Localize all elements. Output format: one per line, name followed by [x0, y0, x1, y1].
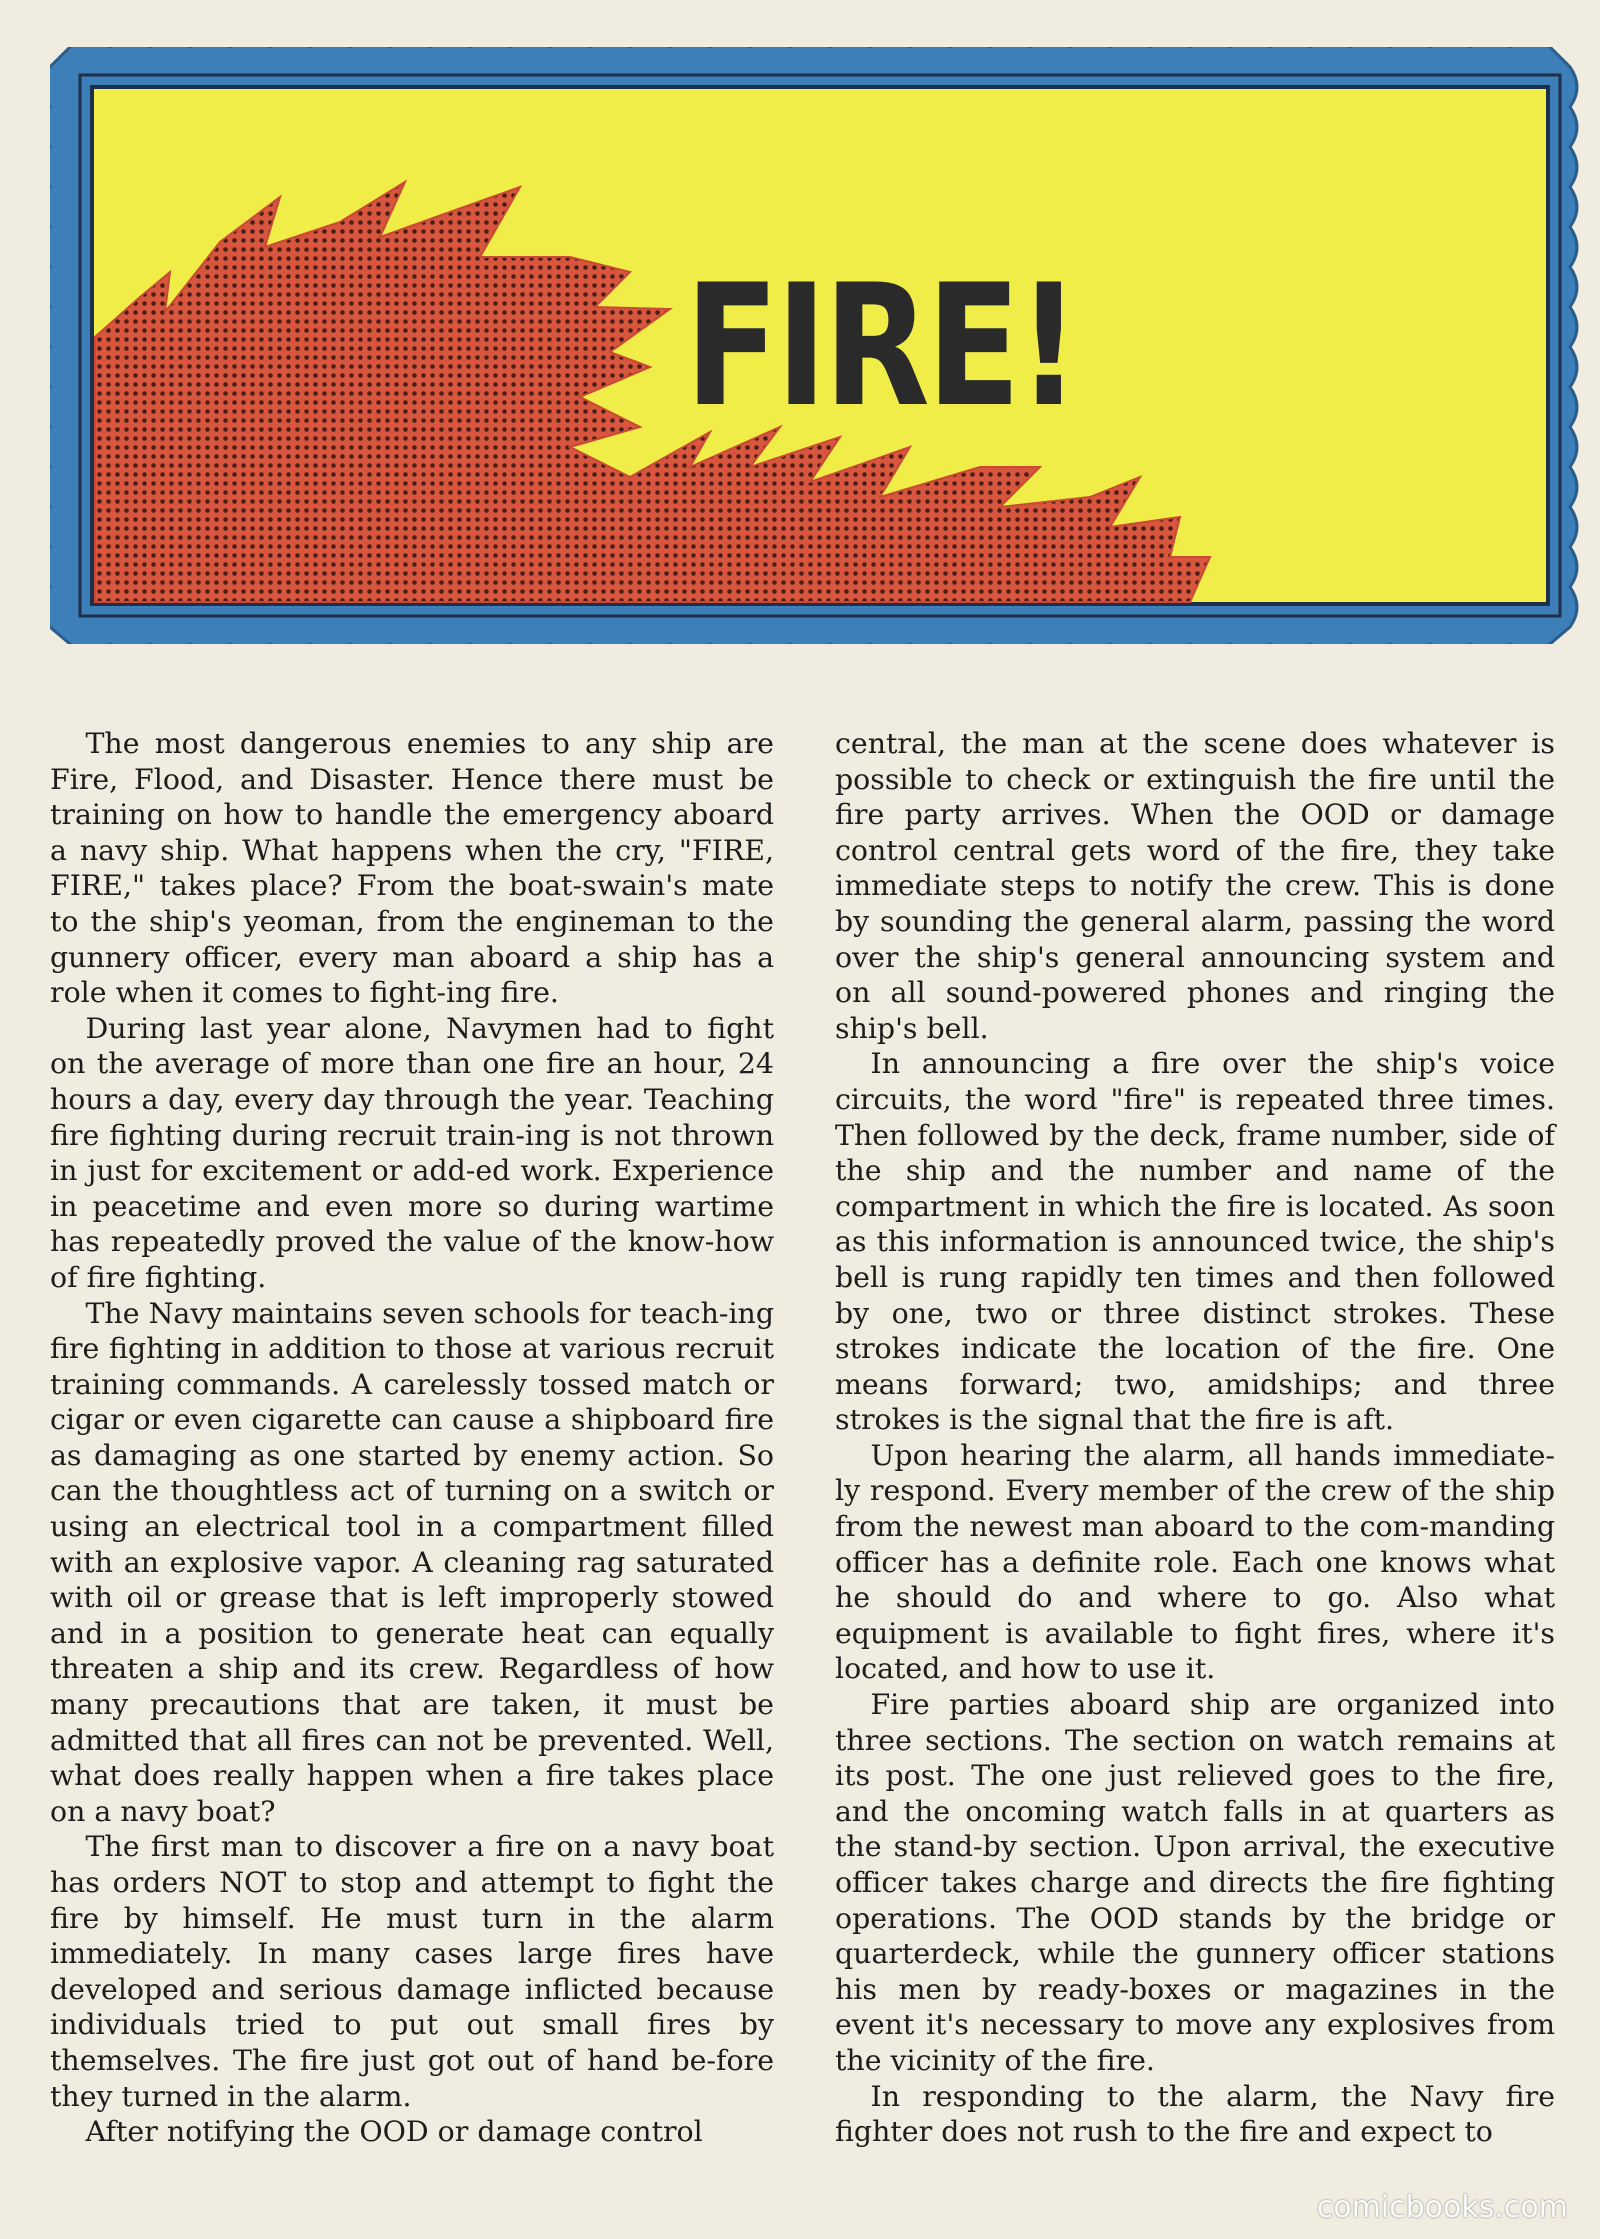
paragraph: Fire parties aboard ship are organized into three sections. The section on watch remains at its post. The one just relieved goes to the fire, and the oncoming watch falls in at quarters as the stand-by section. Upon arrival, the executive officer takes charge and directs the fire fighting operations. The OOD stands by the bridge or quarterdeck, while the gunnery officer stations his men by ready-boxes or magazines in the event it's necessary to move any explosives from the vicinity of the fire.	[835, 1688, 1555, 2077]
text-column-left	[50, 726, 774, 2150]
paragraph: After notifying the OOD or damage control	[85, 2115, 703, 2149]
paragraph: The most dangerous enemies to any ship are Fire, Flood, and Disaster. Hence there must be training on how to handle the emergency aboard a navy ship. What happens when the cry, "FIRE, FIRE," takes place? From the boat-swain's mate to the ship's yeoman, from the engineman to the gunnery officer, every man aboard a ship has a role when it comes to fight-ing fire.	[50, 727, 774, 1010]
paragraph: In responding to the alarm, the Navy fire fighter does not rush to the fire and expect to	[835, 2079, 1555, 2149]
paragraph: central, the man at the scene does whatever is possible to check or extinguish the fire until the fire party arrives. When the OOD or damage control central gets word of the fire, they take immediate steps to notify the crew. This is done by sounding the general alarm, passing the word over the ship's general announcing system and on all sound-powered phones and ringing the ship's bell.	[835, 727, 1555, 1045]
page-title: FIRE!	[685, 248, 1077, 444]
paragraph: During last year alone, Navymen had to fight on the average of more than one fire an hour, 24 hours a day, every day through the year. Teaching fire fighting during recruit train-ing is not thrown in just for excitement or add-ed work. Experience in peacetime and even more so during wartime has repeatedly proved the value of the know-how of fire fighting.	[50, 1011, 774, 1294]
paragraph: The first man to discover a fire on a navy boat has orders NOT to stop and attempt to fight the fire by himself. He must turn in the alarm immediately. In many cases large fires have developed and serious damage inflicted because individuals tried to put out small fires by themselves. The fire just got out of hand be-fore they turned in the alarm.	[50, 1830, 774, 2113]
text-column-right	[835, 726, 1555, 2150]
paragraph: In announcing a fire over the ship's voice circuits, the word "fire" is repeated three times. Then followed by the deck, frame number, side of the ship and the number and name of the compartment in which the fire is located. As soon as this information is announced twice, the ship's bell is rung rapidly ten times and then followed by one, two or three distinct strokes. These strokes indicate the location of the fire. One means forward; two, amidships; and three strokes is the signal that the fire is aft.	[835, 1047, 1555, 1437]
paragraph: Upon hearing the alarm, all hands immediate-ly respond. Every member of the crew of the ship from the newest man aboard to the com-manding officer has a definite role. Each one knows what he should do and where to go. Also what equipment is available to fight fires, where it's located, and how to use it.	[835, 1438, 1555, 1686]
paragraph: The Navy maintains seven schools for teach-ing fire fighting in addition to those at various recruit training commands. A carelessly tossed match or cigar or even cigarette can cause a shipboard fire as damaging as one started by enemy action. So can the thoughtless act of turning on a switch or using an electrical tool in a compartment filled with an explosive vapor. A cleaning rag saturated with oil or grease that is left improperly stowed and in a position to generate heat can equally threaten a ship and its crew. Regardless of how many precautions that are taken, it must be admitted that all fires can not be prevented. Well, what does really happen when a fire takes place on a navy boat?	[50, 1296, 774, 1828]
title-banner	[50, 47, 1590, 644]
watermark: comicbooks.com	[1316, 2190, 1568, 2225]
